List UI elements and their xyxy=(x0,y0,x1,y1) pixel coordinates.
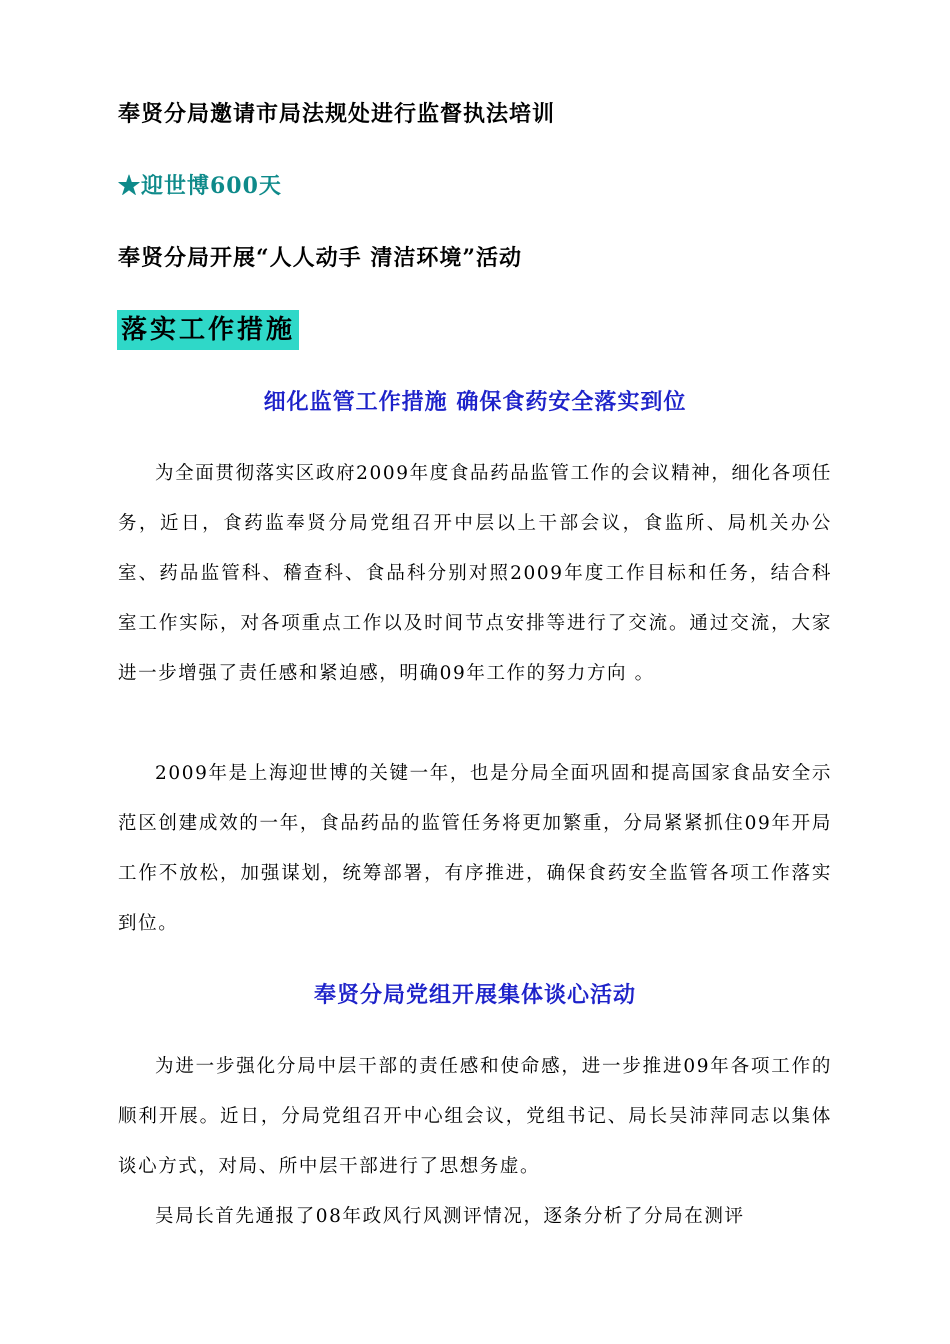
article-title: 奉贤分局党组开展集体谈心活动 xyxy=(313,982,636,1008)
article-title: 细化监管工作措施 确保食药安全落实到位 xyxy=(263,389,687,415)
article-paragraph: 2009年是上海迎世博的关键一年，也是分局全面巩固和提高国家食品安全示范区创建成效的一年，食品药品的监管任务将更加繁重，分局紧紧抓住09年开局工作不放松，加强谋划，统筹部署，有序推进，确保食药安全监管各项工作落实到位。 xyxy=(118,763,832,934)
article-paragraph: 吴局长首先通报了08年政风行风测评情况，逐条分析了分局在测评 xyxy=(155,1206,745,1227)
article-paragraph: 为进一步强化分局中层干部的责任感和使命感，进一步推进09年各项工作的顺利开展。近日，分局党组召开中心组会议，党组书记、局长吴沛萍同志以集体谈心方式，对局、所中层干部进行了思想务虚。 xyxy=(118,1056,832,1177)
headline-expo-countdown: ★迎世博600天 xyxy=(118,173,282,199)
article-paragraph: 为全面贯彻落实区政府2009年度食品药品监管工作的会议精神，细化各项任务，近日，食药监奉贤分局党组召开中层以上干部会议，食监所、局机关办公室、药品监管科、稽查科、食品科分别对照2009年度工作目标和任务，结合科室工作实际，对各项重点工作以及时间节点安排等进行了交流。通过交流，大家进一步增强了责任感和紧迫感，明确09年工作的努力方向 。 xyxy=(118,463,832,684)
headline-cleaning-activity: 奉贤分局开展“人人动手 清洁环境”活动 xyxy=(118,245,522,271)
headline-training: 奉贤分局邀请市局法规处进行监督执法培训 xyxy=(118,101,556,127)
section-banner: 落实工作措施 xyxy=(117,310,299,350)
